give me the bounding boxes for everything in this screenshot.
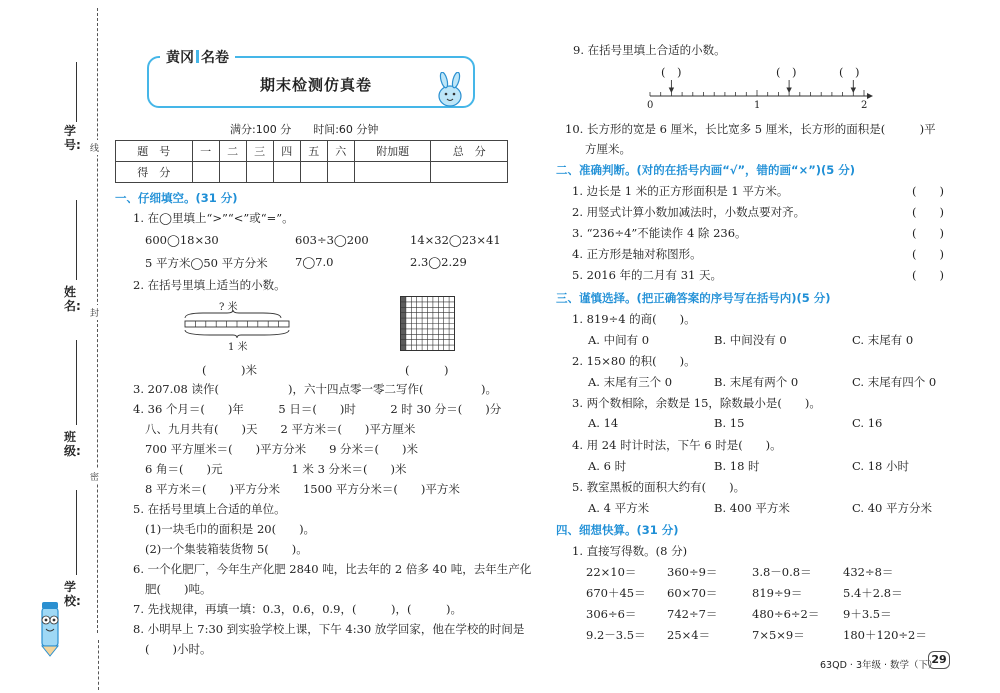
- rabbit-mascot-icon: [428, 72, 472, 108]
- logo-left-text: 黄冈: [166, 50, 194, 66]
- answer-blank[interactable]: ( )米: [202, 363, 257, 377]
- ruler-top-mark: ? 米: [219, 302, 238, 313]
- table-cell: 四: [273, 141, 300, 162]
- calc-item: 22×10＝: [586, 565, 637, 579]
- number-line-figure: [645, 78, 875, 102]
- seal-char-feng: 封: [90, 305, 99, 320]
- choice-option-a: A. 末尾有三个 0: [588, 375, 673, 389]
- judge-blank[interactable]: ( ): [912, 184, 944, 198]
- score-table: [115, 140, 508, 183]
- score-input-cell[interactable]: [273, 162, 300, 183]
- score-input-cell[interactable]: [300, 162, 327, 183]
- pencil-mascot-icon: [32, 598, 68, 658]
- judge-item: 1. 边长是 1 米的正方形面积是 1 平方米。: [572, 184, 789, 198]
- choice-option-b: B. 18 时: [714, 459, 760, 473]
- calc-item: 7×5×9＝: [752, 628, 805, 642]
- question-1-6-line: 6. 一个化肥厂，今年生产化肥 2840 吨，比去年的 2 倍多 40 吨，去年生产化: [133, 562, 532, 576]
- choice-option-c: C. 18 小时: [852, 459, 909, 473]
- section-1-title: 一、仔细填空。(31 分): [115, 191, 238, 205]
- calc-item: 306÷6＝: [586, 607, 637, 621]
- name-label: 姓名:: [64, 285, 81, 313]
- section-4-title: 四、细想快算。(31 分): [556, 523, 679, 537]
- score-input-cell[interactable]: [246, 162, 273, 183]
- choice-question: 5. 教室黑板的面积大约有( )。: [572, 480, 746, 494]
- question-1-8-line: ( )小时。: [145, 642, 212, 656]
- table-row: [116, 141, 508, 162]
- score-input-cell[interactable]: [192, 162, 219, 183]
- ruler-figure: [183, 310, 293, 338]
- choice-option-c: C. 16: [852, 416, 883, 430]
- calc-item: 670＋45＝: [586, 586, 646, 600]
- judge-item: 2. 用竖式计算小数加减法时，小数点要对齐。: [572, 205, 806, 219]
- judge-item: 4. 正方形是轴对称图形。: [572, 247, 702, 261]
- footer-text: 63QD · 3年级 · 数学（下）: [820, 660, 938, 671]
- question-1-4-line: 6 角＝( )元 1 米 3 分米＝( )米: [145, 462, 407, 476]
- calc-item: 819÷9＝: [752, 586, 803, 600]
- table-cell: 六: [327, 141, 354, 162]
- question-1-7: 7. 先找规律，再填一填：0.3，0.6，0.9，( )，( )。: [133, 602, 462, 616]
- question-1-5: 5. 在括号里填上合适的单位。: [133, 502, 286, 516]
- choice-option-c: C. 40 平方分米: [852, 501, 932, 515]
- question-1-4-line: 700 平方厘米＝( )平方分米 9 分米＝( )米: [145, 442, 419, 456]
- question-1-10-line: 方厘米。: [585, 142, 631, 156]
- number-line-blank[interactable]: ( ): [661, 65, 682, 79]
- calc-item: 360÷9＝: [667, 565, 718, 579]
- score-input-cell[interactable]: [354, 162, 431, 183]
- id-label: 学号:: [64, 124, 81, 152]
- choice-option-a: A. 4 平方米: [588, 501, 650, 515]
- table-cell: 题 号: [116, 141, 193, 162]
- choice-question: 3. 两个数相除，余数是 15，除数最小是( )。: [572, 396, 821, 410]
- calc-item: 3.8－0.8＝: [752, 565, 812, 579]
- exam-meta: 满分:100 分 时间:60 分钟: [230, 123, 379, 136]
- question-1-3: 3. 207.08 读作( )，六十四点零一零二写作( )。: [133, 382, 497, 396]
- seal-char-xian: 线: [90, 140, 99, 155]
- question-1-8-line: 8. 小明早上 7:30 到实验学校上课，下午 4:30 放学回家，他在学校的时间是: [133, 622, 525, 636]
- logo-divider-icon: [196, 50, 199, 63]
- calc-item: 5.4＋2.8＝: [843, 586, 903, 600]
- calc-item: 9＋3.5＝: [843, 607, 892, 621]
- id-underline: [76, 62, 77, 122]
- table-cell: 五: [300, 141, 327, 162]
- class-label: 班级:: [64, 430, 81, 458]
- answer-blank[interactable]: ( ): [405, 363, 449, 377]
- calc-item: 480÷6÷2＝: [752, 607, 820, 621]
- question-4-1: 1. 直接写得数。(8 分): [572, 544, 688, 558]
- compare-item: 7◯7.0: [295, 255, 334, 269]
- choice-option-b: B. 中间没有 0: [714, 333, 787, 347]
- page-title: 期末检测仿真卷: [260, 76, 373, 94]
- table-cell: 二: [219, 141, 246, 162]
- section-3-title: 三、谨慎选择。(把正确答案的序号写在括号内)(5 分): [556, 291, 831, 305]
- judge-item: 3. “236÷4”不能读作 4 除 236。: [572, 226, 747, 240]
- choice-option-c: C. 末尾有四个 0: [852, 375, 937, 389]
- section-2-title: 二、准确判断。(对的在括号内画“√”，错的画“×”)(5 分): [556, 163, 856, 177]
- question-1-5-item: (1)一块毛巾的面积是 20( )。: [145, 522, 316, 536]
- score-input-cell[interactable]: [219, 162, 246, 183]
- table-cell: 得 分: [116, 162, 193, 183]
- question-1-1: 1. 在◯里填上“>”“<”或“=”。: [133, 211, 294, 225]
- table-cell: 附加题: [354, 141, 431, 162]
- page-number: 29: [928, 651, 950, 669]
- compare-item: 5 平方米◯50 平方分米: [145, 256, 268, 270]
- logo-right-text: 名卷: [201, 50, 229, 66]
- judge-blank[interactable]: ( ): [912, 205, 944, 219]
- choice-question: 2. 15×80 的积( )。: [572, 354, 696, 368]
- question-1-10-line: 10. 长方形的宽是 6 厘米，长比宽多 5 厘米，长方形的面积是( )平: [565, 122, 936, 136]
- choice-option-b: B. 400 平方米: [714, 501, 790, 515]
- seal-char-mi: 密: [90, 469, 99, 484]
- judge-blank[interactable]: ( ): [912, 226, 944, 240]
- compare-item: 600◯18×30: [145, 233, 219, 247]
- calc-item: 9.2－3.5＝: [586, 628, 646, 642]
- score-input-cell[interactable]: [327, 162, 354, 183]
- brand-logo: [160, 47, 235, 67]
- calc-item: 180＋120÷2＝: [843, 628, 927, 642]
- table-cell: 总 分: [431, 141, 508, 162]
- choice-option-c: C. 末尾有 0: [852, 333, 914, 347]
- judge-blank[interactable]: ( ): [912, 247, 944, 261]
- calc-item: 60×70＝: [667, 586, 718, 600]
- judge-blank[interactable]: ( ): [912, 268, 944, 282]
- question-1-9: 9. 在括号里填上合适的小数。: [573, 43, 726, 57]
- hundred-grid-figure: [400, 296, 455, 351]
- binding-dashed-line-bottom: [98, 640, 99, 690]
- choice-option-a: A. 6 时: [588, 459, 627, 473]
- choice-option-b: B. 末尾有两个 0: [714, 375, 799, 389]
- choice-question: 4. 用 24 时计时法，下午 6 时是( )。: [572, 438, 782, 452]
- class-underline: [76, 340, 77, 425]
- choice-option-a: A. 14: [588, 416, 619, 430]
- score-input-cell[interactable]: [431, 162, 508, 183]
- question-1-4-line: 八、九月共有( )天 2 平方米＝( )平方厘米: [145, 422, 416, 436]
- name-underline: [76, 200, 77, 280]
- table-cell: 一: [192, 141, 219, 162]
- choice-question: 1. 819÷4 的商( )。: [572, 312, 696, 326]
- question-1-4-line: 4. 36 个月＝( )年 5 日＝( )时 2 时 30 分＝( )分: [133, 402, 502, 416]
- compare-item: 14×32◯23×41: [410, 233, 501, 247]
- table-cell: 三: [246, 141, 273, 162]
- number-line-blank[interactable]: ( ): [839, 65, 860, 79]
- choice-option-a: A. 中间有 0: [588, 333, 650, 347]
- school-label: 学校:: [64, 580, 81, 608]
- choice-option-b: B. 15: [714, 416, 745, 430]
- question-1-5-item: (2)一个集装箱装货物 5( )。: [145, 542, 308, 556]
- number-line-tick-1: 1: [754, 100, 761, 111]
- ruler-bottom-label: 1 米: [228, 342, 248, 353]
- question-1-4-line: 8 平方米＝( )平方分米 1500 平方分米＝( )平方米: [145, 482, 460, 496]
- school-underline: [76, 490, 77, 575]
- judge-item: 5. 2016 年的二月有 31 天。: [572, 268, 722, 282]
- calc-item: 25×4＝: [667, 628, 711, 642]
- calc-item: 742÷7＝: [667, 607, 718, 621]
- binding-dashed-line: [97, 8, 98, 633]
- compare-item: 2.3◯2.29: [410, 255, 467, 269]
- number-line-tick-2: 2: [861, 100, 868, 111]
- question-1-2: 2. 在括号里填上适当的小数。: [133, 278, 286, 292]
- question-1-6-line: 肥( )吨。: [145, 582, 212, 596]
- table-row: [116, 162, 508, 183]
- number-line-tick-0: 0: [647, 100, 654, 111]
- calc-item: 432÷8＝: [843, 565, 894, 579]
- number-line-blank[interactable]: ( ): [776, 65, 797, 79]
- compare-item: 603÷3◯200: [295, 233, 369, 247]
